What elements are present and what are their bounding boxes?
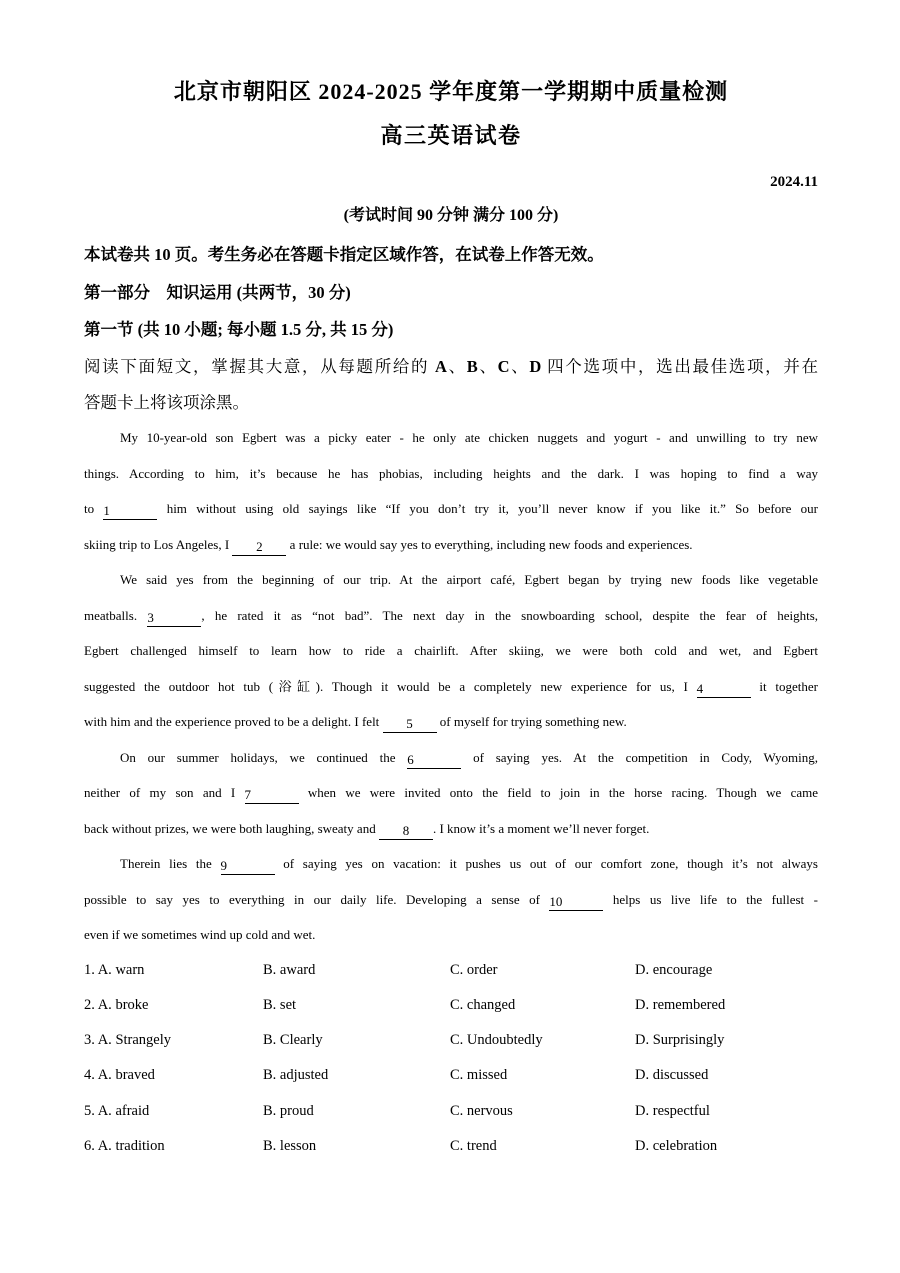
option-cell [635, 988, 818, 1023]
option-label: B. [263, 1102, 280, 1119]
passage-paragraph [84, 846, 818, 953]
emphasis-letter: D [529, 357, 542, 376]
passage-line: neither of my son and I 7 when we were invited onto the field to join in the horse racing. Though we came [84, 785, 818, 802]
option-cell [263, 953, 450, 988]
option-text: changed [466, 996, 516, 1013]
option-text: braved [115, 1067, 155, 1084]
option-cell [450, 1023, 635, 1058]
passage-line: possible to say yes to everything in our daily life. Developing a sense of 10 helps us live life to the fullest - [84, 891, 818, 909]
option-cell [263, 988, 450, 1023]
cloze-blank-9 [221, 858, 275, 875]
passage-line: even if we sometimes wind up cold and wet. [84, 927, 316, 942]
passage-line: We said yes from the beginning of our trip. At the airport café, Egbert began by trying new foods like vegetable [120, 572, 818, 587]
passage-line: to 1 him without using old sayings like “If you don’t try it, you’ll never know if you like it.” So before our [84, 501, 818, 518]
option-text: proud [279, 1102, 314, 1119]
blank-number: 10 [549, 893, 563, 909]
option-label: A. [97, 1032, 116, 1049]
passage-line: On our summer holidays, we continued the 6 of saying yes. At the competition in Cody, Wyoming, [120, 749, 818, 767]
option-text: award [279, 961, 316, 978]
passage-line: back without prizes, we were both laughing, sweaty and 8 . I know it’s a moment we’ll never forget. [84, 820, 650, 838]
option-label: B. [263, 996, 280, 1013]
option-cell [263, 1058, 450, 1093]
option-cell [450, 988, 635, 1023]
blank-number: 8 [402, 822, 410, 838]
exam-date: 2024.11 [770, 174, 818, 190]
option-label: C. [450, 961, 467, 978]
option-text: tradition [115, 1137, 165, 1154]
option-text: lesson [279, 1137, 317, 1154]
option-label: A. [97, 1067, 116, 1084]
option-label: A. [97, 1137, 116, 1154]
question-number: 3. [84, 1032, 98, 1049]
option-text: afraid [115, 1102, 150, 1119]
option-text: discussed [652, 1067, 709, 1084]
option-text: celebration [652, 1137, 718, 1154]
option-cell [263, 1094, 450, 1129]
option-cell [450, 1058, 635, 1093]
passage-line: things. According to him, it’s because he has phobias, including heights and the dark. I was hoping to find a way [84, 465, 818, 481]
passage-line: with him and the experience proved to be a delight. I felt 5 of myself for trying something new. [84, 714, 627, 731]
exam-title: 北京市朝阳区 2024-2025 学年度第一学期期中质量检测 [173, 79, 729, 104]
passage-paragraph [84, 740, 818, 847]
question-number: 1. [84, 961, 98, 978]
question-number: 6. [84, 1137, 98, 1154]
instruction-line: 阅读下面短文，掌握其大意，从每题所给的 A、B、C、D 四个选项中，选出最佳选项，并在 [84, 357, 819, 376]
option-cell [450, 1094, 635, 1129]
part1-heading: 第一部分 知识运用 (共两节，30 分) [84, 283, 351, 302]
option-label: C. [450, 996, 467, 1013]
question-row [84, 1058, 818, 1093]
passage-paragraph [84, 420, 818, 562]
instruction-line: 答题卡上将该项涂黑。 [84, 392, 249, 412]
blank-number: 4 [696, 680, 704, 696]
option-text: set [279, 996, 297, 1013]
option-label: A. [97, 961, 116, 978]
option-label: D. [635, 1102, 653, 1119]
blank-number: 6 [407, 751, 414, 767]
option-text: missed [466, 1067, 508, 1084]
option-label: C. [450, 1032, 467, 1049]
blank-number: 7 [244, 787, 252, 802]
cloze-blank-7 [245, 787, 299, 804]
blank-number: 5 [406, 716, 413, 731]
option-cell [84, 1023, 263, 1058]
question-number: 5. [84, 1102, 98, 1119]
blank-number: 3 [147, 609, 154, 625]
section1-heading: 第一节 (共 10 小题; 每小题 1.5 分, 共 15 分) [84, 320, 394, 339]
option-cell [84, 988, 263, 1023]
option-text: respectful [652, 1102, 710, 1119]
option-label: B. [263, 1032, 280, 1049]
option-label: B. [263, 961, 280, 978]
option-text: Strangely [115, 1032, 172, 1049]
option-text: adjusted [279, 1067, 329, 1084]
cloze-options-grid [84, 953, 818, 1165]
option-label: C. [450, 1137, 467, 1154]
option-cell [635, 1058, 818, 1093]
cloze-blank-6 [407, 752, 461, 769]
passage-line: suggested the outdoor hot tub (浴缸). Though it would be a completely new experience for us, I 4 it together [84, 678, 818, 696]
option-label: B. [263, 1137, 280, 1154]
option-text: Surprisingly [652, 1032, 725, 1049]
option-label: D. [635, 1067, 653, 1084]
cloze-blank-1 [103, 503, 157, 520]
cloze-blank-4 [697, 681, 751, 698]
option-label: A. [97, 1102, 116, 1119]
option-text: nervous [466, 1102, 513, 1119]
option-cell [450, 953, 635, 988]
question-row [84, 1094, 818, 1129]
option-cell [635, 1023, 818, 1058]
option-text: Undoubtedly [466, 1032, 543, 1049]
option-cell [450, 1129, 635, 1164]
question-number: 2. [84, 996, 98, 1013]
option-text: trend [466, 1137, 497, 1154]
option-label: D. [635, 1032, 653, 1049]
passage-line: meatballs. 3 , he rated it as “not bad”. The next day in the snowboarding school, despite the fear of heights, [84, 607, 818, 625]
question-row [84, 1023, 818, 1058]
emphasis-letter: B [466, 357, 478, 376]
option-cell [635, 1094, 818, 1129]
option-cell [263, 1023, 450, 1058]
option-cell [84, 1094, 263, 1129]
cloze-blank-3 [147, 610, 201, 627]
exam-duration-score: (考试时间 90 分钟 满分 100 分) [343, 207, 559, 224]
option-label: D. [635, 996, 653, 1013]
question-row [84, 1129, 818, 1164]
cloze-blank-10 [549, 894, 603, 911]
option-label: C. [450, 1102, 467, 1119]
passage-paragraph [84, 562, 818, 740]
cloze-blank-2 [232, 539, 286, 556]
question-number: 4. [84, 1067, 98, 1084]
option-cell [84, 1058, 263, 1093]
option-label: C. [450, 1067, 467, 1084]
option-label: B. [263, 1067, 280, 1084]
option-label: D. [635, 961, 653, 978]
question-row [84, 988, 818, 1023]
cloze-instructions [84, 349, 818, 420]
passage-line: My 10-year-old son Egbert was a picky eater - he only ate chicken nuggets and yogurt - and unwilling to try new [120, 430, 818, 445]
option-text: broke [115, 996, 149, 1013]
passage-line: Therein lies the 9 of saying yes on vacation: it pushes us out of our comfort zone, though it’s not always [120, 856, 818, 873]
emphasis-letter: C [497, 357, 510, 376]
blank-number: 9 [220, 858, 227, 873]
option-cell [84, 953, 263, 988]
passage-line: Egbert challenged himself to learn how to ride a chairlift. After skiing, we were both cold and wet, and Egbert [84, 643, 818, 658]
passage-line: skiing trip to Los Angeles, I 2 a rule: we would say yes to everything, including new foods and experiences. [84, 536, 693, 554]
option-label: A. [97, 996, 116, 1013]
option-text: remembered [652, 996, 726, 1013]
emphasis-letter: A [435, 357, 447, 376]
option-text: order [466, 961, 498, 978]
option-text: Clearly [279, 1032, 323, 1049]
cloze-blank-5 [383, 716, 437, 733]
option-text: warn [115, 961, 145, 978]
question-row [84, 953, 818, 988]
cloze-passage [84, 420, 818, 953]
blank-number: 2 [256, 538, 263, 554]
cloze-blank-8 [379, 823, 433, 840]
exam-notice: 本试卷共 10 页。考生务必在答题卡指定区域作答，在试卷上作答无效。 [84, 245, 604, 264]
option-cell [84, 1129, 263, 1164]
option-text: encourage [652, 961, 713, 978]
exam-subtitle: 高三英语试卷 [380, 123, 522, 148]
option-cell [263, 1129, 450, 1164]
option-cell [635, 953, 818, 988]
option-label: D. [635, 1137, 653, 1154]
option-cell [635, 1129, 818, 1164]
blank-number: 1 [103, 503, 110, 518]
